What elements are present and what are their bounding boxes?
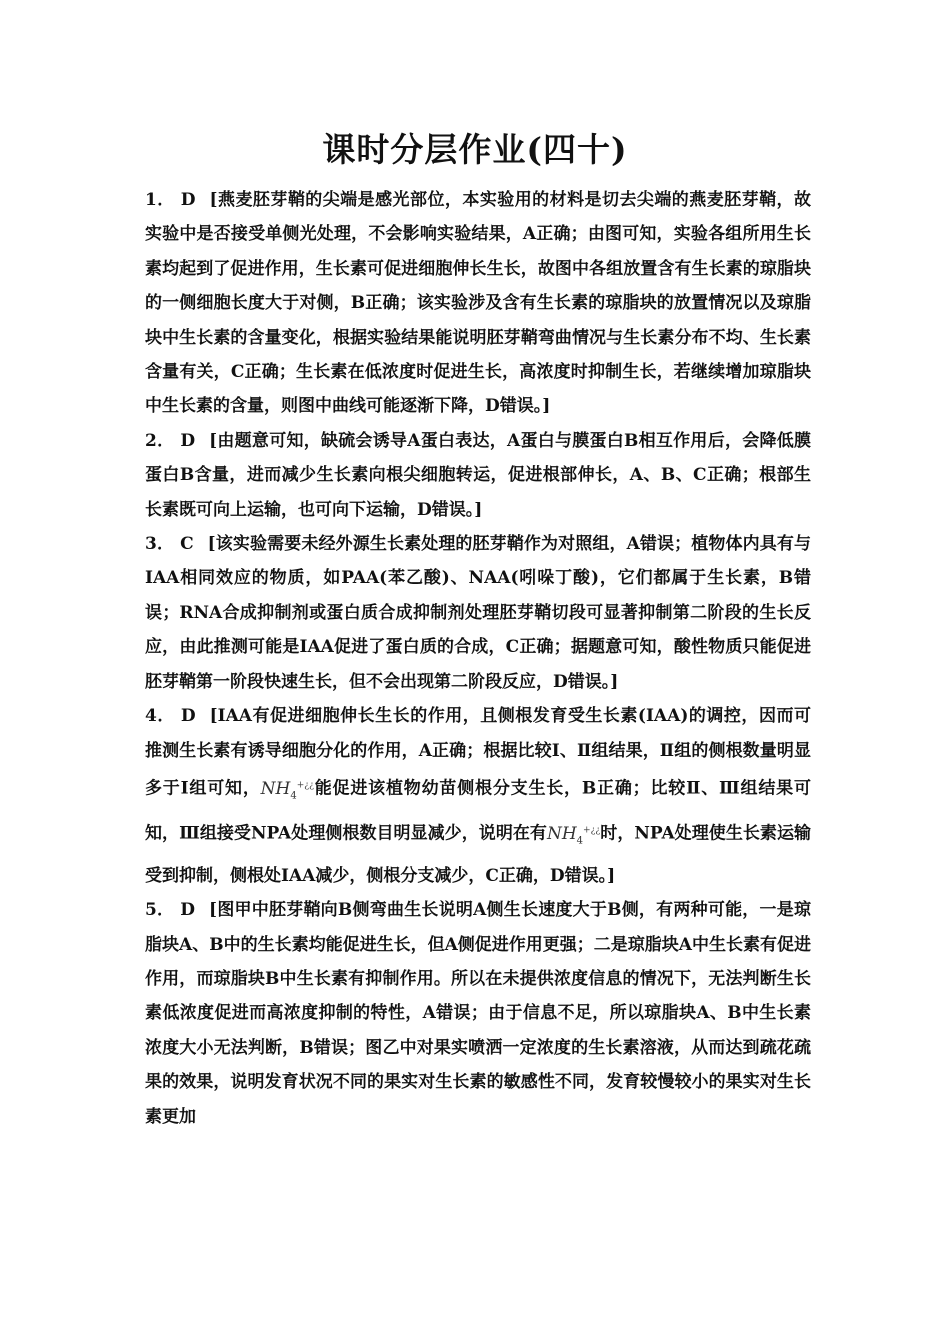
answer-explanation-part-3: 时，NPA处理使生长素运输受到抑制，侧根处IAA减少，侧根分支减少，C正确，D错误。] bbox=[145, 824, 811, 886]
answer-option: D bbox=[180, 900, 196, 921]
answer-item-5 bbox=[145, 893, 811, 1134]
answer-number: 3． bbox=[145, 534, 175, 555]
answer-explanation: [该实验需要未经外源生长素处理的胚芽鞘作为对照组，A错误；植物体内具有与IAA相同效应的物质，如PAA(苯乙酸)、NAA(吲哚丁酸)，它们都属于生长素，B错误；RNA合成抑制剂或蛋白质合成抑制剂处理胚芽鞘切段可显著抑制第二阶段的生长反应，由此推测可能是IAA促进了蛋白质的合成，C正确；据题意可知，酸性物质只能促进胚芽鞘第一阶段快速生长，但不会出现第二阶段反应，D错误。] bbox=[145, 534, 811, 692]
answer-number: 1． bbox=[145, 190, 175, 210]
page-title: 课时分层作业(四十) bbox=[322, 130, 628, 169]
answer-explanation-part-1: [IAA有促进细胞伸长生长的作用，且侧根发育受生长素(IAA)的调控，因而可推测生长素有诱导细胞分化的作用，A正确；根据比较Ⅰ、Ⅱ组结果，Ⅱ组的侧根数量明显多于Ⅰ组可知， bbox=[145, 706, 811, 799]
answer-item-1 bbox=[145, 183, 811, 424]
answer-list bbox=[145, 183, 811, 1134]
ammonium-formula: $NH_4^{+¿¿}$ bbox=[546, 824, 601, 847]
answer-number: 5． bbox=[145, 900, 175, 921]
answer-explanation: [燕麦胚芽鞘的尖端是感光部位，本实验用的材料是切去尖端的燕麦胚芽鞘，故实验中是否接受单侧光处理，不会影响实验结果，A正确；由图可知，实验各组所用生长素均起到了促进作用，生长素可促进细胞伸长生长，故图中各组放置含有生长素的琼脂块的一侧细胞长度大于对侧，B正确；该实验涉及含有生长素的琼脂块的放置情况以及琼脂块中生长素的含量变化，根据实验结果能说明胚芽鞘弯曲情况与生长素分布不均、生长素含量有关，C正确；生长素在低浓度时促进生长，高浓度时抑制生长，若继续增加琼脂块中生长素的含量，则图中曲线可能逐渐下降，D错误。] bbox=[145, 190, 811, 417]
ammonium-formula: $NH_4^{+¿¿}$ bbox=[260, 778, 314, 801]
answer-number: 2． bbox=[145, 430, 175, 451]
answer-number: 4． bbox=[145, 706, 175, 727]
answer-option: D bbox=[180, 430, 196, 451]
answer-item-4 bbox=[145, 699, 811, 893]
answer-option: D bbox=[180, 706, 196, 727]
answer-explanation: [由题意可知，缺硫会诱导A蛋白表达，A蛋白与膜蛋白B相互作用后，会降低膜蛋白B含量，进而减少生长素向根尖细胞转运，促进根部伸长，A、B、C正确；根部生长素既可向上运输，也可向下运输，D错误。] bbox=[145, 430, 811, 520]
answer-item-3 bbox=[145, 527, 811, 699]
answer-explanation: [图甲中胚芽鞘向B侧弯曲生长说明A侧生长速度大于B侧，有两种可能，一是琼脂块A、B中的生长素均能促进生长，但A侧促进作用更强；二是琼脂块A中生长素有促进作用，而琼脂块B中生长素有抑制作用。所以在未提供浓度信息的情况下，无法判断生长素低浓度促进而高浓度抑制的特性，A错误；由于信息不足，所以琼脂块A、B中生长素浓度大小无法判断，B错误；图乙中对果实喷洒一定浓度的生长素溶液，从而达到疏花疏果的效果，说明发育状况不同的果实对生长素的敏感性不同，发育较慢较小的果实对生长素更加 bbox=[145, 900, 811, 1127]
answer-item-2 bbox=[145, 424, 811, 527]
answer-option: C bbox=[180, 534, 194, 555]
answer-option: D bbox=[180, 190, 196, 210]
answer-explanation-part-2: 能促进该植物幼苗侧根分支生长，B正确；比较Ⅱ、Ⅲ组结果可知，Ⅲ组接受NPA处理侧根数目明显减少，说明在有 bbox=[145, 778, 811, 845]
